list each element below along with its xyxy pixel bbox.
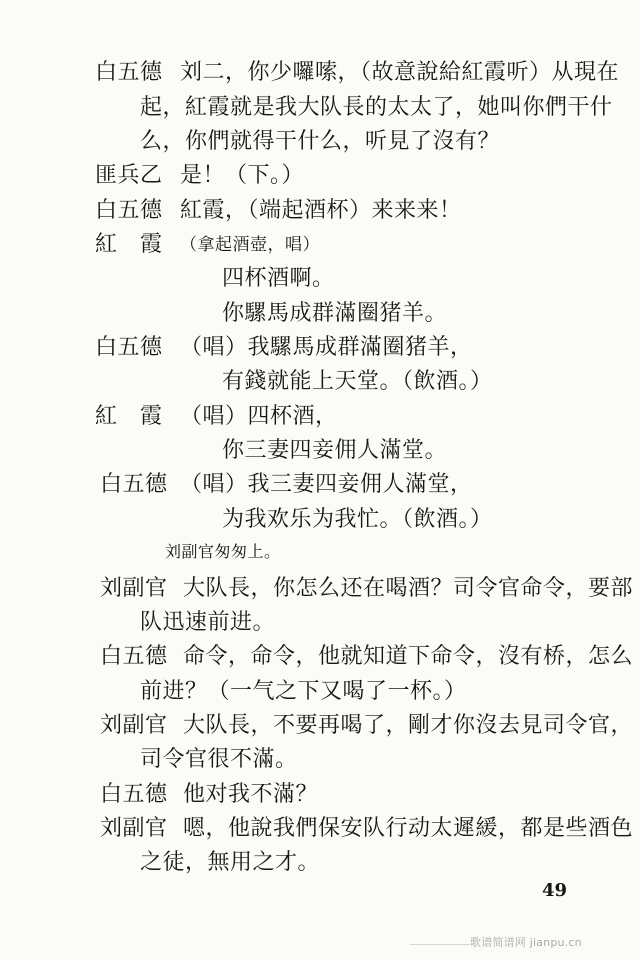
- page-number: 49: [542, 880, 568, 901]
- speaker-name: 白五德: [95, 198, 163, 223]
- speaker-name: 匪兵乙: [95, 163, 163, 188]
- dialogue-text: 前进？（一气之下又喝了一杯。）: [140, 679, 467, 704]
- speaker-name: 白五德: [95, 335, 163, 360]
- dialogue-text: 之徒，無用之才。: [140, 850, 321, 875]
- dialogue-text: 刘二，你少囉嗦，（故意說給紅霞听）从現在: [180, 60, 620, 85]
- dialogue-text: 紅霞，（端起酒杯）来来来！: [180, 198, 462, 223]
- dialogue-text: 是！（下。）: [180, 163, 305, 188]
- speaker-name: 白五德: [100, 782, 168, 807]
- speaker-name: 白五德: [100, 472, 168, 497]
- speaker-name: 紅 霞: [95, 404, 163, 429]
- dialogue-text: 起，紅霞就是我大队長的太太了，她叫你們干什: [140, 95, 613, 120]
- song-lyric: 为我欢乐为我忙。（飲酒。）: [222, 507, 493, 532]
- watermark-text: 歌谱简谱网 jianpu.cn: [470, 936, 582, 949]
- song-lyric: （唱）我三妻四妾佣人滿堂，: [180, 472, 473, 497]
- song-lyric: （唱）四杯酒，: [180, 404, 338, 429]
- song-lyric: 有錢就能上天堂。（飲酒。）: [222, 369, 493, 394]
- dialogue-text: 么，你們就得干什么，听見了沒有？: [140, 129, 501, 154]
- song-lyric: 你三妻四妾佣人滿堂。: [222, 438, 448, 463]
- speaker-name: 白五德: [100, 644, 168, 669]
- speaker-name: 白五德: [95, 60, 163, 85]
- dialogue-text: 司令官很不滿。: [140, 747, 298, 772]
- dialogue-text: 命令，命令，他就知道下命令，沒有桥，怎么: [183, 644, 634, 669]
- dialogue-text: 大队長，不要再喝了，剛才你沒去見司令官，: [183, 713, 634, 738]
- dialogue-text: 大队長，你怎么还在喝酒？司令官命令，要部: [183, 576, 634, 601]
- stage-direction: （拿起酒壺，唱）: [180, 235, 320, 255]
- speaker-name: 刘副官: [100, 816, 168, 841]
- song-lyric: 你騾馬成群滿圈猪羊。: [222, 301, 448, 326]
- dialogue-text: 嗯，他說我們保安队行动太遲緩，都是些酒色: [183, 816, 634, 841]
- speaker-name: 紅 霞: [95, 232, 163, 257]
- speaker-name: 刘副官: [100, 576, 168, 601]
- dialogue-text: 他对我不滿？: [183, 782, 319, 807]
- dialogue-text: 队迅速前进。: [140, 610, 276, 635]
- song-lyric: （唱）我騾馬成群滿圈猪羊，: [180, 335, 473, 360]
- stage-direction: 刘副官匆匆上。: [165, 542, 281, 561]
- song-lyric: 四杯酒啊。: [222, 266, 335, 291]
- watermark-rule: [410, 944, 470, 945]
- speaker-name: 刘副官: [100, 713, 168, 738]
